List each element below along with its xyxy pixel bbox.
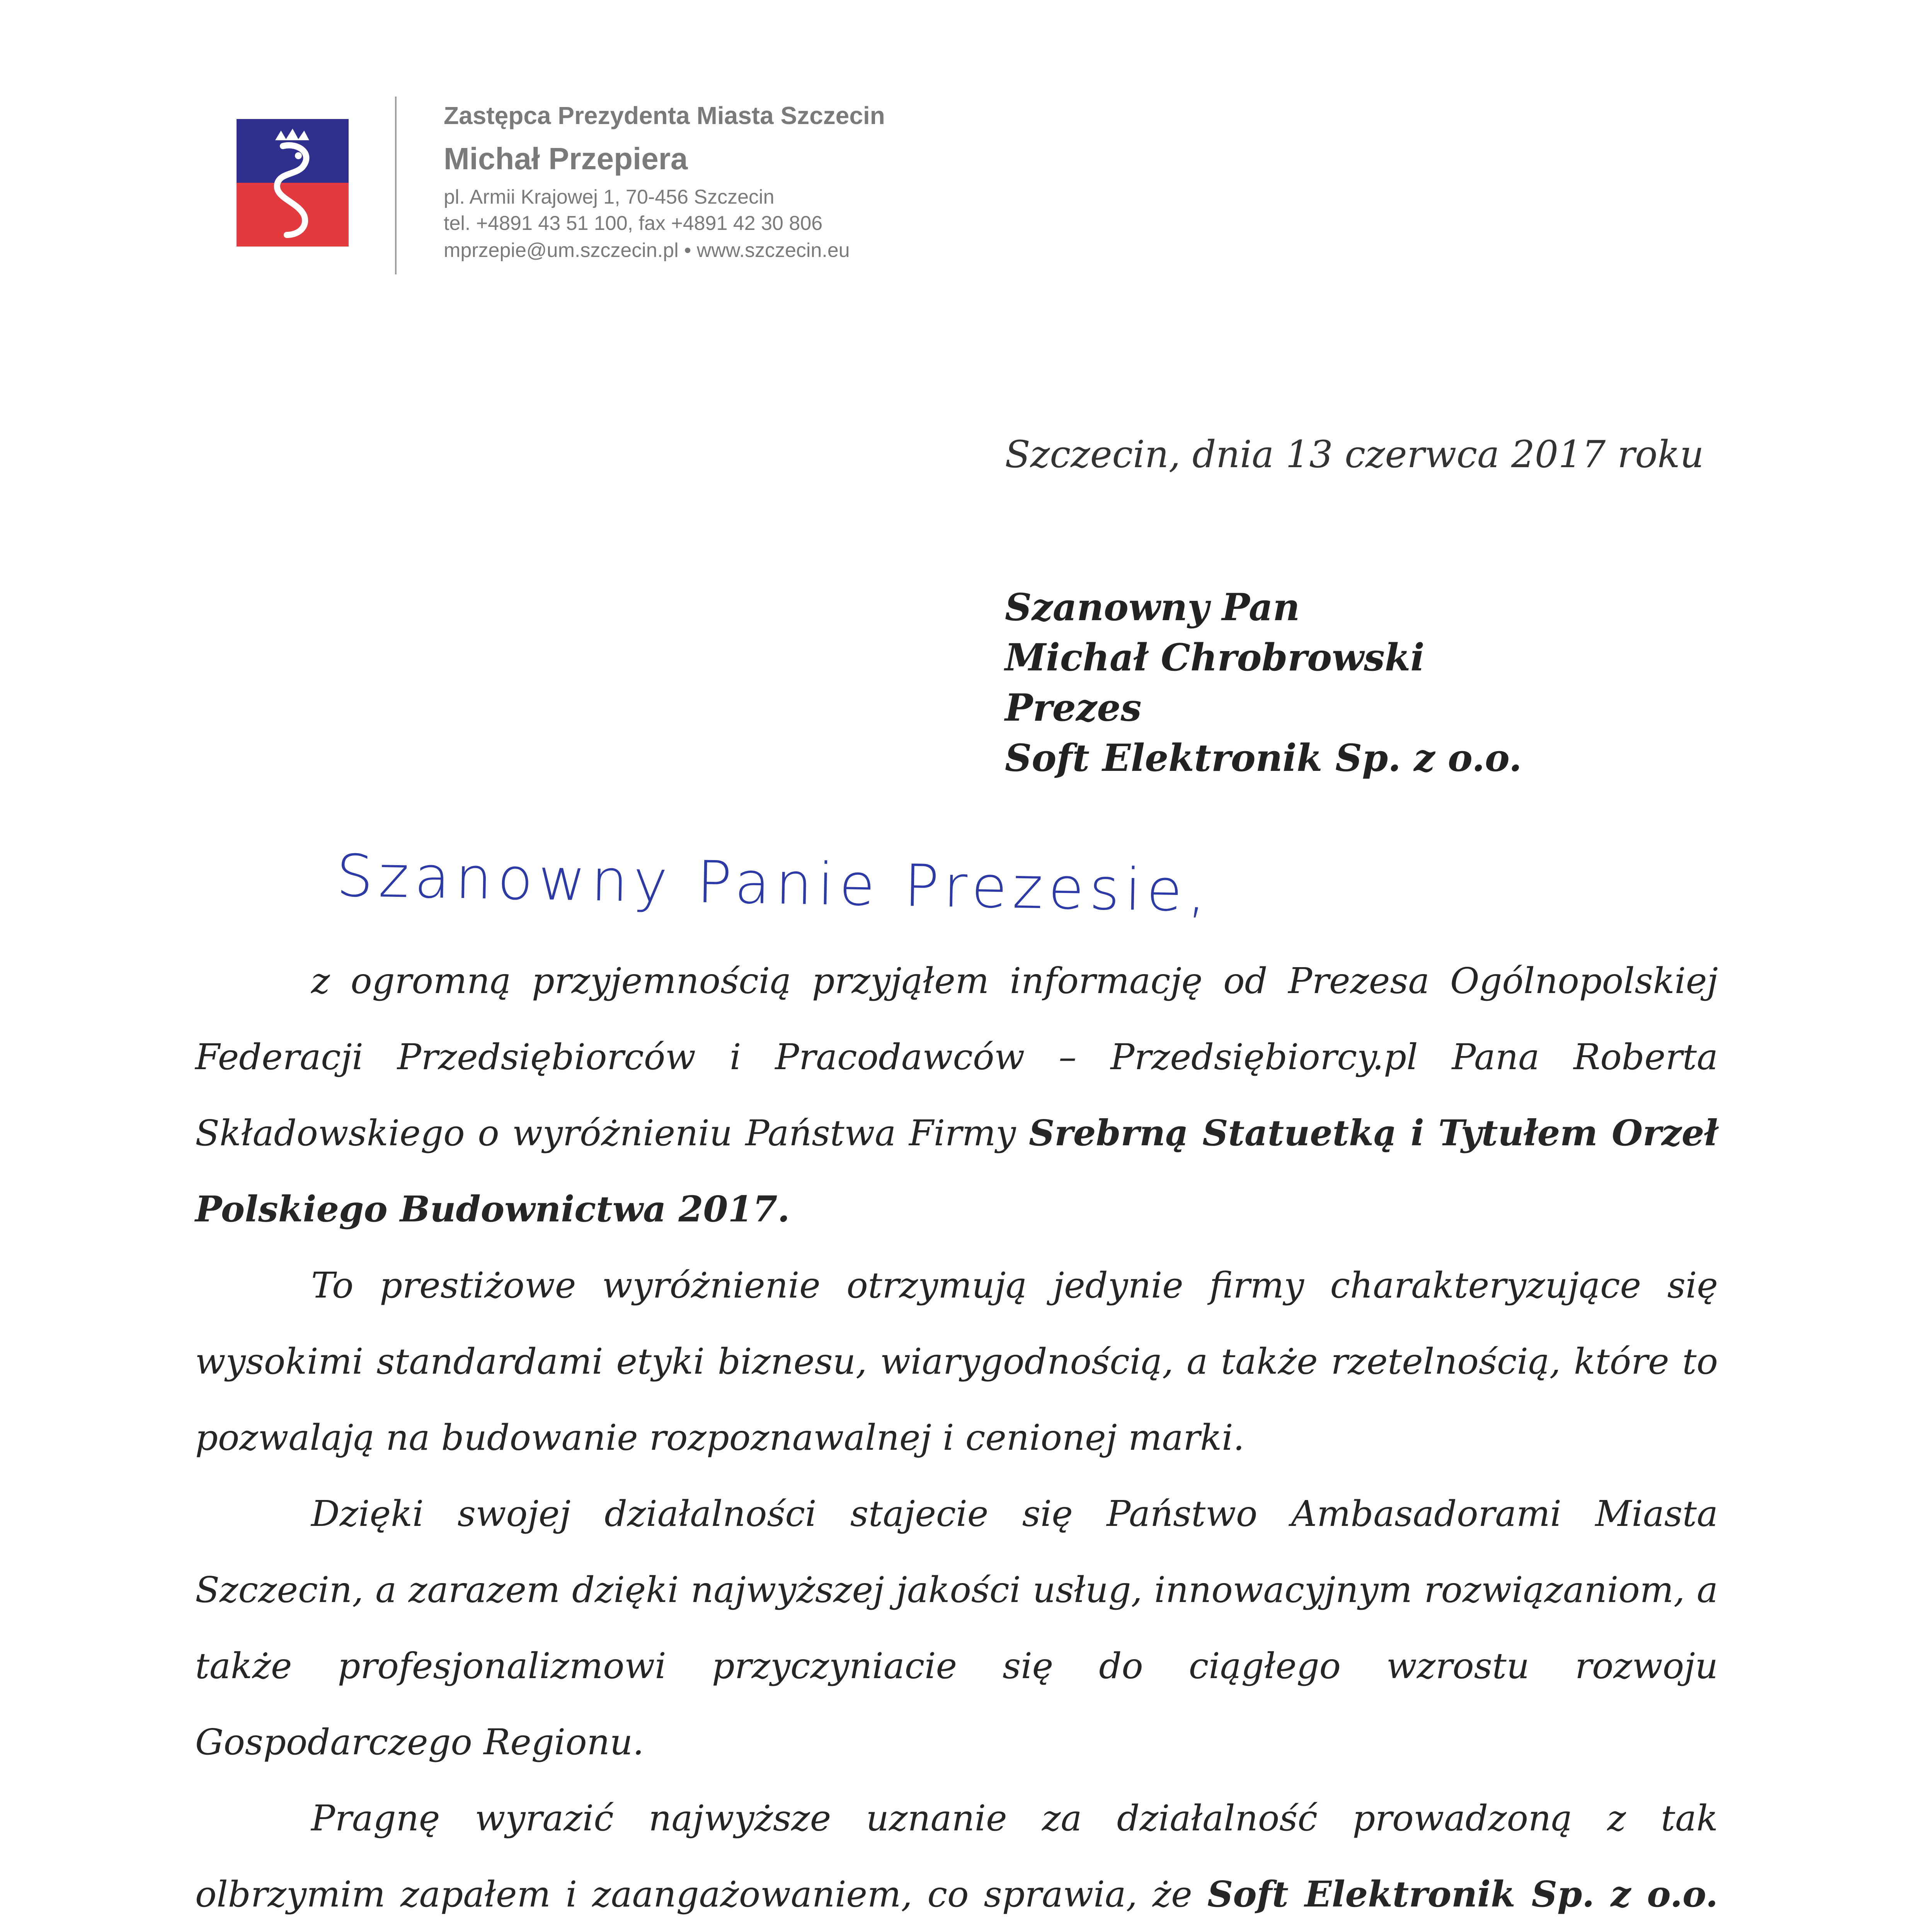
- letterhead-phone: tel. +4891 43 51 100, fax +4891 42 30 806: [444, 212, 823, 235]
- letterhead-title: Zastępca Prezydenta Miasta Szczecin: [444, 102, 885, 129]
- letter-body: [195, 943, 1718, 1932]
- header-divider: [395, 97, 397, 274]
- addressee-line: Prezes: [1005, 686, 1142, 730]
- company-name: Soft Elektronik Sp. z o.o.: [1207, 1873, 1718, 1915]
- addressee-line: Soft Elektronik Sp. z o.o.: [1005, 736, 1522, 780]
- body-paragraph: Dzięki swojej działalności stajecie się Państwo Ambasadorami Miasta Szczecin, a zarazem dzięki najwyższej jakości usług, innowacyjnym rozwiązaniom, a także profesjonalizmowi przyczyniacie się do ciągłego wzrostu rozwoju Gospodarczego Regionu.: [195, 1493, 1718, 1763]
- body-paragraph: To prestiżowe wyróżnienie otrzymują jedynie firmy charakteryzujące się wysokimi standardami etyki biznesu, wiarygodnością, a także rzetelnością, które to pozwalają na budowanie rozpoznawalnej i cenionej marki.: [195, 1265, 1718, 1458]
- letterhead-address: pl. Armii Krajowej 1, 70-456 Szczecin: [444, 186, 775, 208]
- letterhead-name: Michał Przepiera: [444, 141, 688, 176]
- body-paragraph: Pragnę wyrazić najwyższe uznanie za działalność prowadzoną z tak olbrzymim zapałem i zaangażowaniem, co sprawia, że Soft Elektronik Sp. z o.o.: [195, 1798, 1718, 1915]
- letter-date: Szczecin, dnia 13 czerwca 2017 roku: [1005, 433, 1704, 476]
- award-name: Srebrną Statuetką i Tytułem Orzeł Polskiego Budownictwa 2017.: [195, 1112, 1718, 1230]
- handwritten-salutation: Szanowny Panie Prezesie,: [335, 842, 1212, 925]
- letterhead-contact: mprzepie@um.szczecin.pl • www.szczecin.eu: [444, 239, 850, 262]
- body-paragraph: z ogromną przyjemnością przyjąłem informację od Prezesa Ogólnopolskiej Federacji Przedsiębiorców i Pracodawców – Przedsiębiorcy.pl Pana Roberta Składowskiego o wyróżnieniu Państwa Firmy Srebrną Statuetką i Tytułem Orzeł Polskiego Budownictwa 2017.: [195, 960, 1718, 1230]
- szczecin-city-logo: [237, 119, 349, 247]
- addressee-line: Szanowny Pan: [1005, 585, 1300, 629]
- addressee-line: Michał Chrobrowski: [1005, 636, 1425, 679]
